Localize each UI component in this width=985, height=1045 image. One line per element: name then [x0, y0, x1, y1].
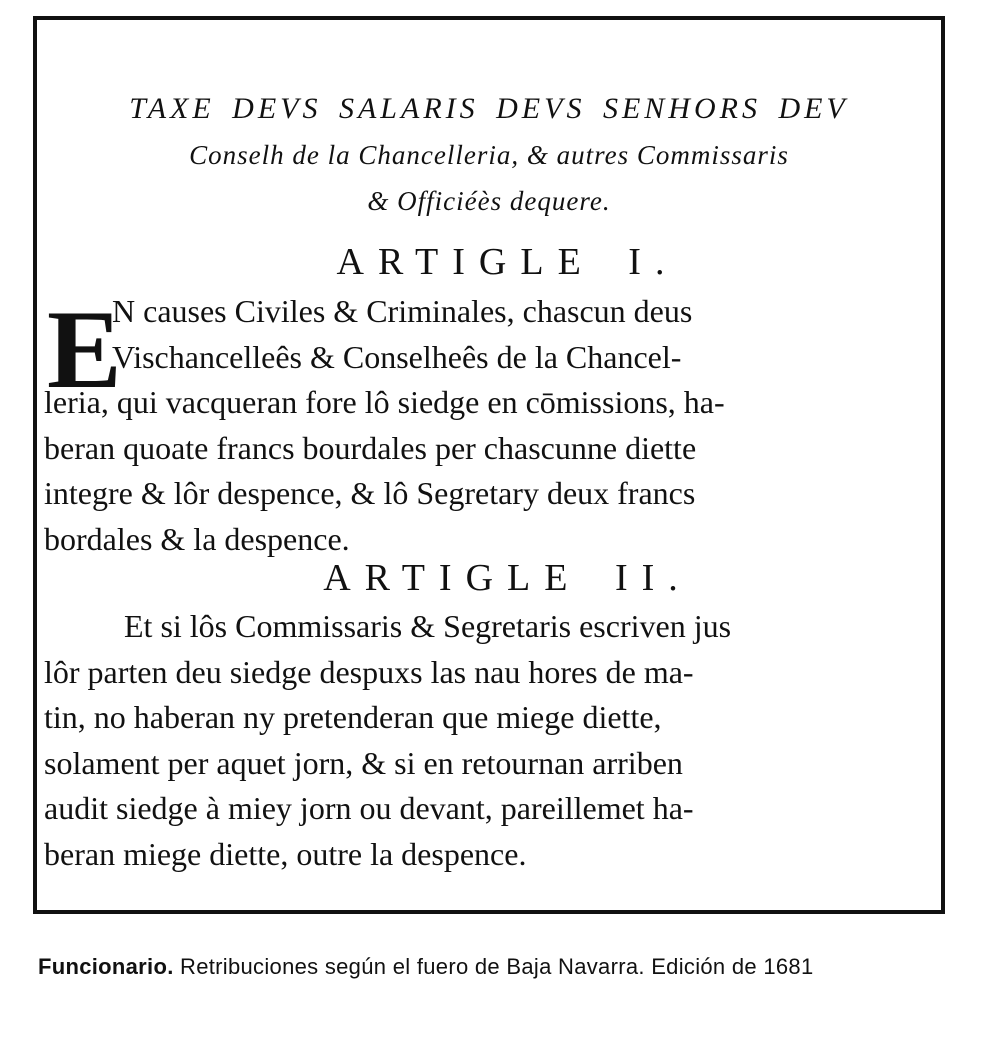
body-line: leria, qui vacqueran fore lô siedge en cōmissions, ha- — [44, 384, 725, 420]
body-line: Vischancelleês & Conselheês de la Chancel- — [112, 338, 682, 375]
header-line: TAXE DEVS SALARIS DEVS SENHORS DEV — [129, 92, 849, 125]
header-line: Conselh de la Chancelleria, & autres Commissaris — [189, 140, 789, 170]
body-line: integre & lôr despence, & lô Segretary deux francs — [44, 475, 696, 511]
body-line: lôr parten deu siedge despuxs las nau hores de ma- — [44, 653, 694, 690]
body-line: solament per aquet jorn, & si en retournan arriben — [44, 744, 683, 781]
body-line: audit siedge à miey jorn ou devant, pareillemet ha- — [44, 790, 694, 826]
body-line: beran quoate francs bourdales per chascunne diette — [44, 429, 697, 466]
article-2-body — [44, 604, 731, 877]
article-1-body — [44, 289, 725, 562]
drop-cap: E — [47, 288, 122, 412]
body-line: Et si lôs Commissaris & Segretaris escriven jus — [124, 608, 732, 644]
caption-text: Retribuciones según el fuero de Baja Navarra. Edición de 1681 — [173, 954, 814, 979]
figure-caption — [38, 950, 963, 983]
document-header — [37, 86, 941, 224]
body-line: bordales & la despence. — [44, 520, 350, 557]
body-line: tin, no haberan ny pretenderan que miege diette, — [44, 699, 662, 735]
caption-bold-label: Funcionario. — [38, 954, 174, 979]
header-line: & Officiéès dequere. — [367, 186, 611, 216]
article-1-title: ARTIGLE I. — [336, 241, 679, 283]
body-line: beran miege diette, outre la despence. — [44, 835, 527, 872]
article-2-title: ARTIGLE II. — [323, 557, 692, 599]
body-line: N causes Civiles & Criminales, chascun deus — [112, 293, 693, 329]
